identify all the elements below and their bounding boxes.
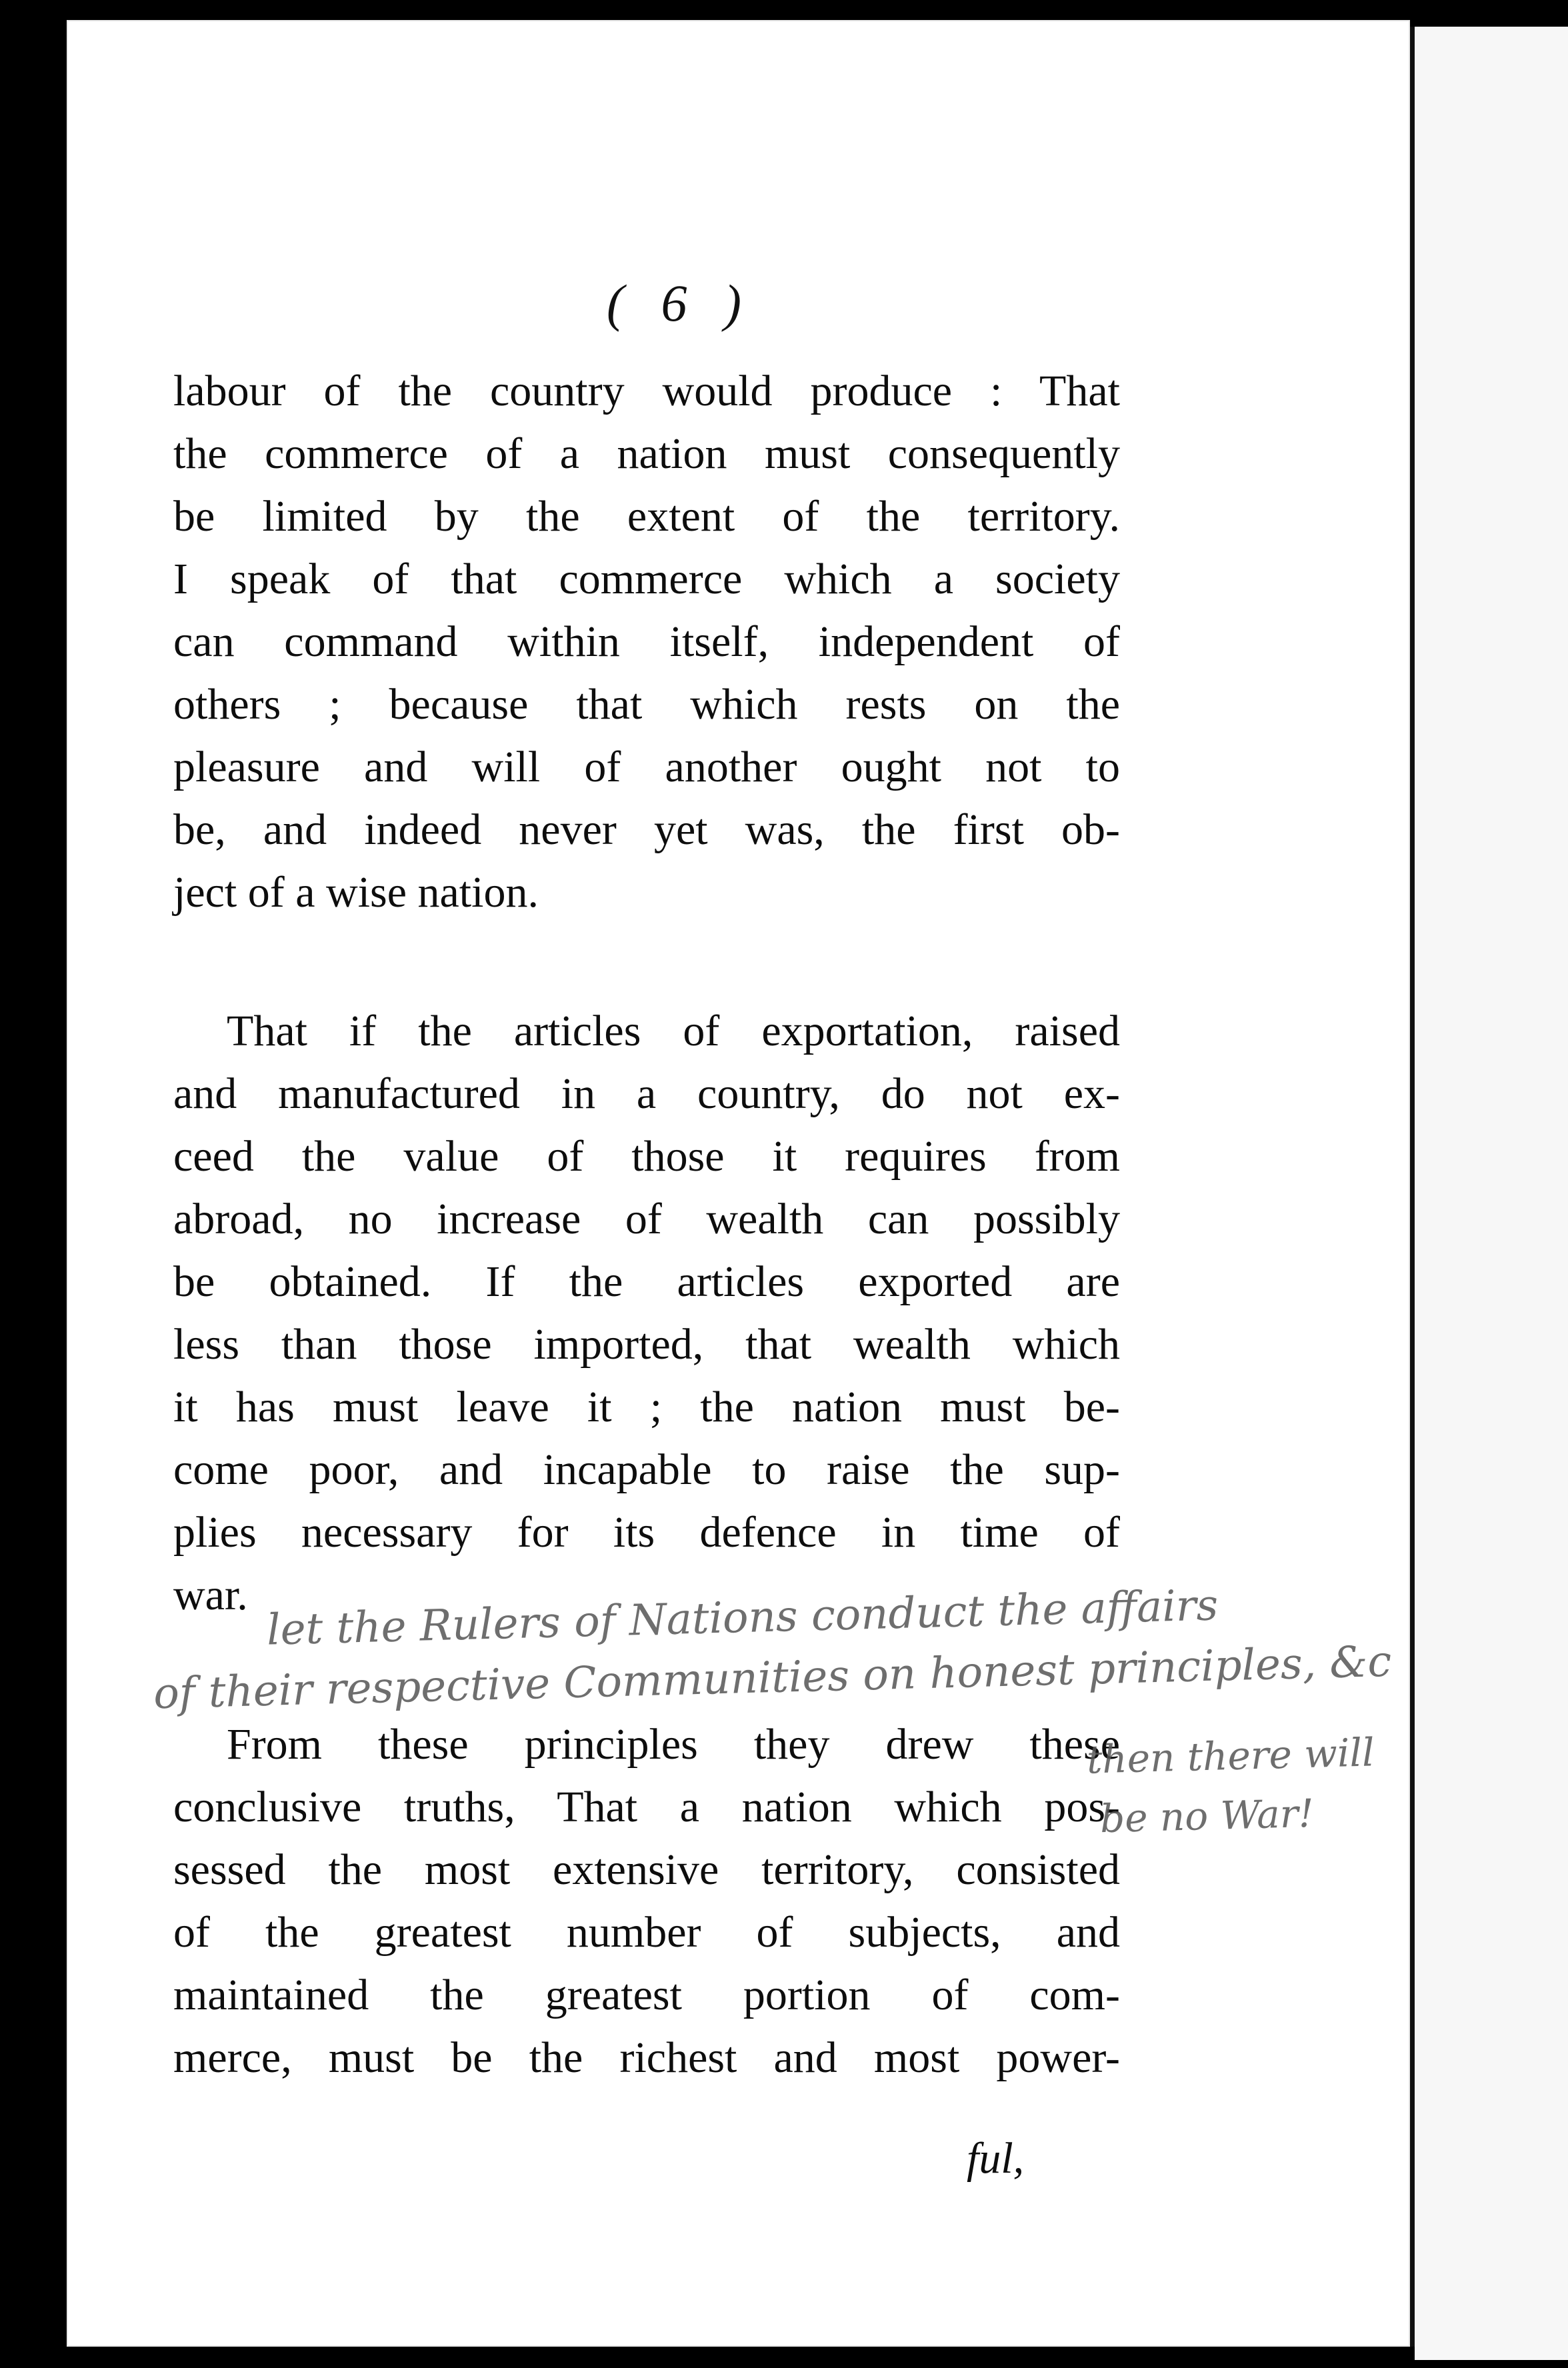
text-line: plies necessary for its defence in time of <box>173 1508 1120 1557</box>
page-number: ( 6 ) <box>607 274 753 332</box>
text-line: war. <box>173 1571 248 1619</box>
text-line: labour of the country would produce : That <box>173 367 1120 415</box>
text-line: others ; because that which rests on the <box>173 680 1120 729</box>
text-line: be obtained. If the articles exported are <box>173 1257 1120 1306</box>
text-line: come poor, and incapable to raise the sup- <box>173 1445 1120 1494</box>
text-line: of the greatest number of subjects, and <box>173 1908 1120 1957</box>
paragraph-3 <box>173 1713 1120 2089</box>
text-line: the commerce of a nation must consequently <box>173 429 1120 478</box>
handwritten-annotation-line: then there will <box>1086 1729 1375 1783</box>
paragraph-2 <box>173 1000 1120 1627</box>
text-line: From these principles they drew these <box>227 1720 1120 1769</box>
handwritten-annotation-line: be no War! <box>1099 1790 1315 1842</box>
text-line: ceed the value of those it requires from <box>173 1132 1120 1181</box>
text-line: and manufactured in a country, do not ex- <box>173 1069 1120 1118</box>
handwritten-annotation-line: of their respective Communities on honest principles, &c <box>153 1637 1393 1719</box>
text-line: merce, must be the richest and most power- <box>173 2033 1120 2082</box>
text-line: be limited by the extent of the territory. <box>173 492 1120 541</box>
text-line: less than those imported, that wealth which <box>173 1320 1120 1369</box>
text-line: conclusive truths, That a nation which pos- <box>173 1783 1120 1831</box>
text-line: can command within itself, independent of <box>173 617 1120 666</box>
adjacent-page-edge <box>1415 27 1568 2360</box>
text-line: sessed the most extensive territory, consisted <box>173 1845 1120 1894</box>
text-line: maintained the greatest portion of com- <box>173 1971 1120 2019</box>
text-line: abroad, no increase of wealth can possibly <box>173 1195 1120 1243</box>
text-line: pleasure and will of another ought not to <box>173 743 1120 791</box>
paragraph-1 <box>173 360 1120 924</box>
text-line: ject of a wise nation. <box>173 868 539 917</box>
catchword: ful, <box>967 2134 1025 2183</box>
text-line: it has must leave it ; the nation must be- <box>173 1383 1120 1431</box>
handwritten-annotation-line: let the Rulers of Nations conduct the affairs <box>266 1581 1219 1655</box>
text-line: I speak of that commerce which a society <box>173 555 1120 603</box>
text-line: That if the articles of exportation, raised <box>227 1007 1120 1055</box>
text-line: be, and indeed never yet was, the first ob- <box>173 805 1120 854</box>
